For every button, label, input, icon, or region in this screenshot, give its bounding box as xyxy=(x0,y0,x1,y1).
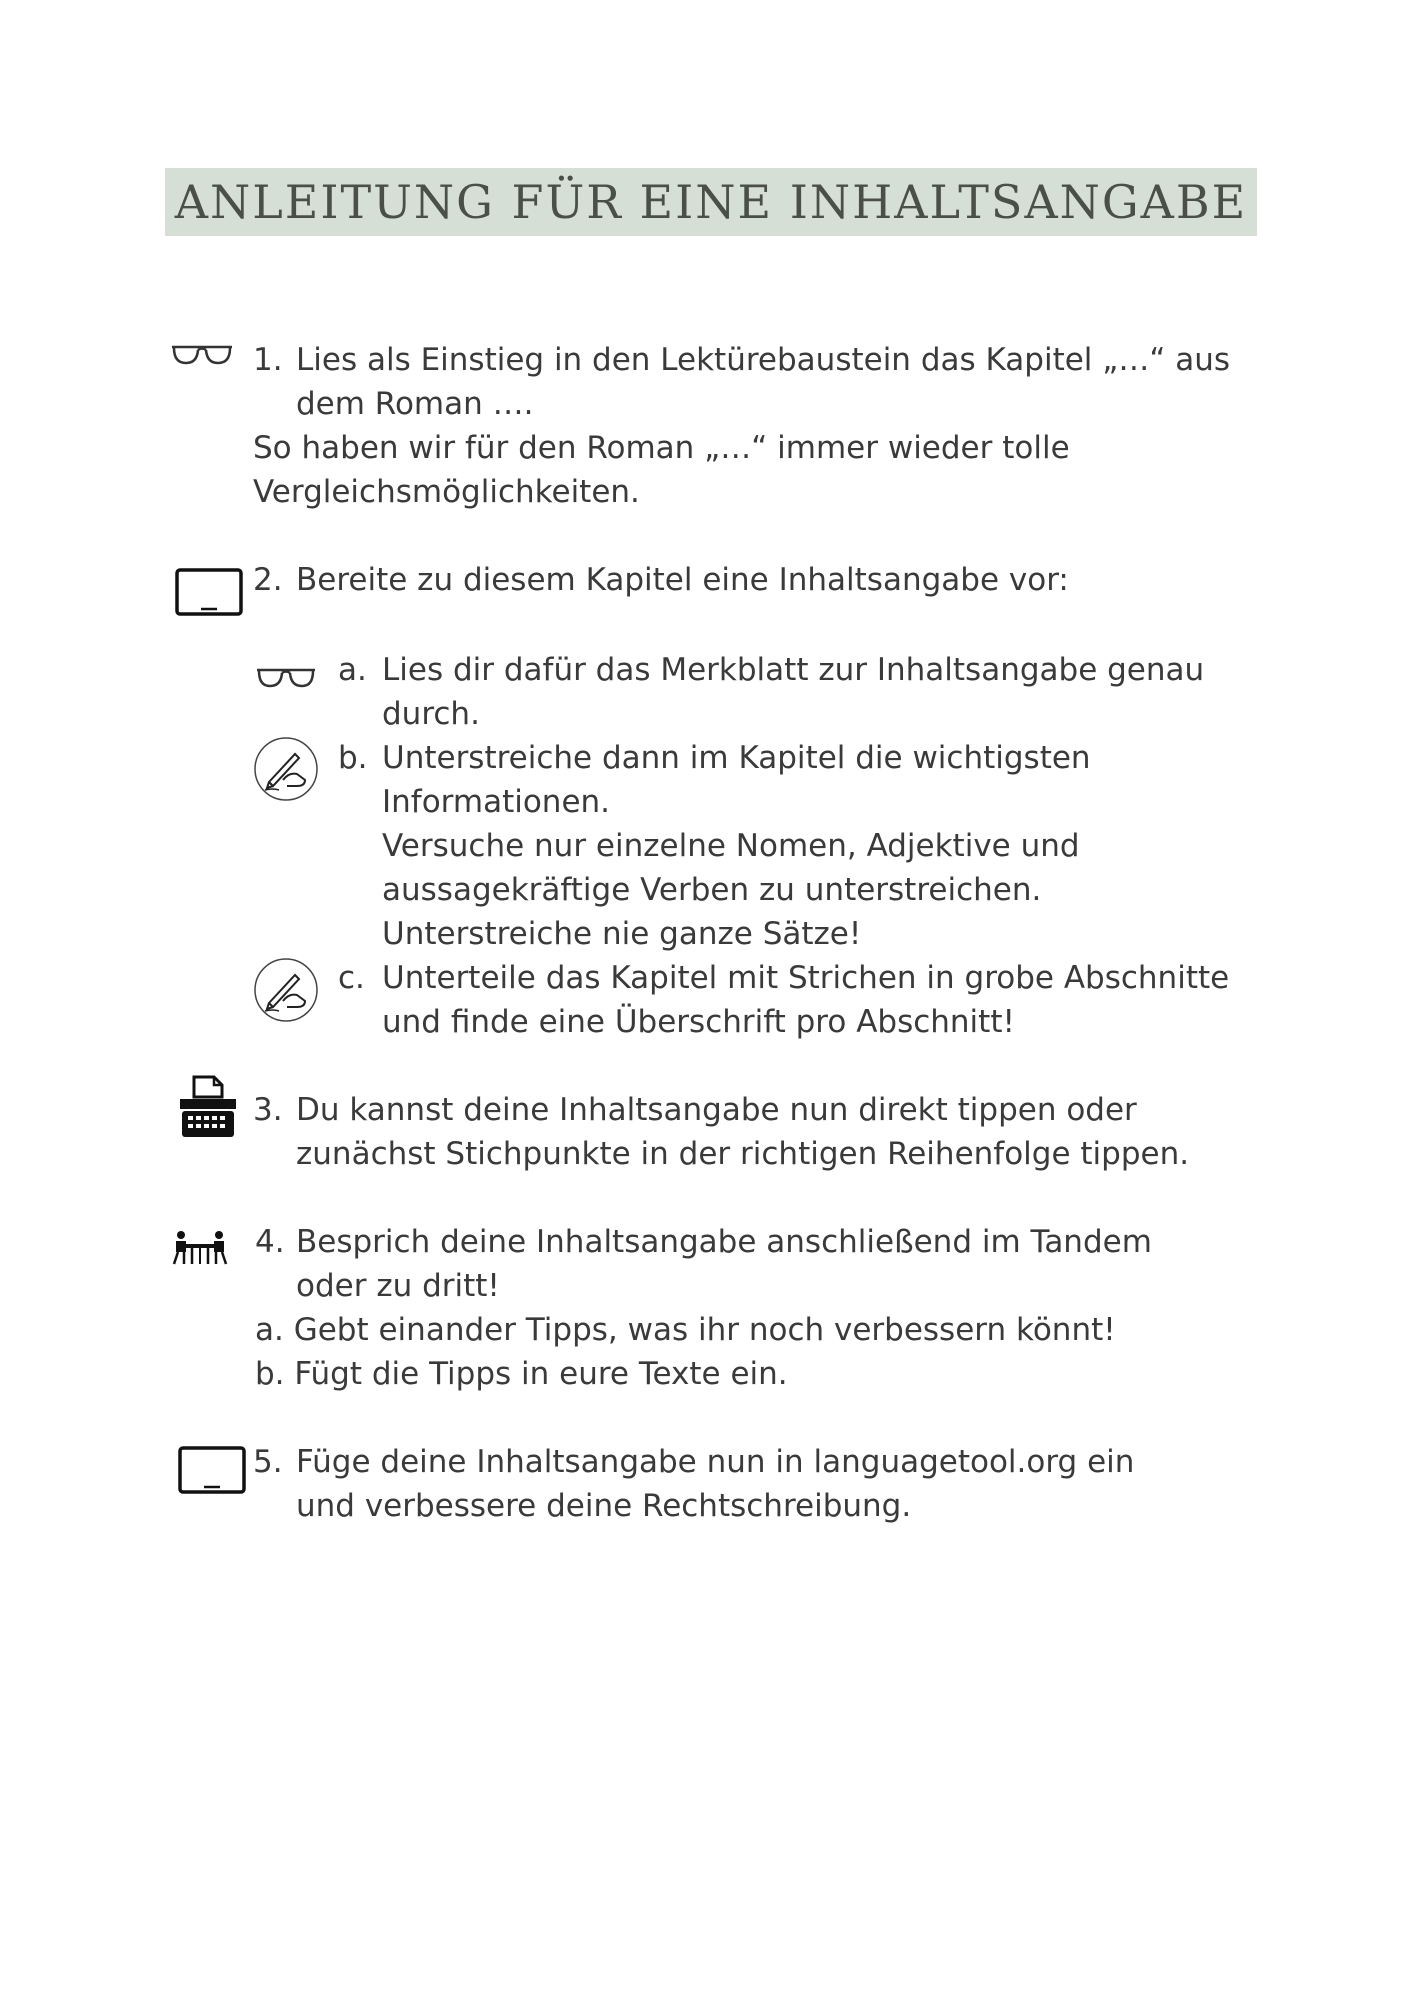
substep-text: Lies dir dafür das Merkblatt zur Inhaltsangabe genau xyxy=(382,652,1205,688)
step-text: und verbessere deine Rechtschreibung. xyxy=(296,1488,912,1524)
step-number: 4. xyxy=(255,1224,285,1260)
step-text: zunächst Stichpunkte in der richtigen Reihenfolge tippen. xyxy=(296,1136,1190,1172)
tablet-icon xyxy=(175,568,243,616)
typewriter-icon xyxy=(178,1075,238,1139)
step-text: Besprich deine Inhaltsangabe anschließend im Tandem xyxy=(296,1224,1152,1260)
tablet-icon xyxy=(178,1446,246,1494)
substep-text: Unterteile das Kapitel mit Strichen in grobe Abschnitte xyxy=(382,960,1230,996)
step-text: oder zu dritt! xyxy=(296,1268,500,1304)
writing-hand-icon xyxy=(253,736,319,802)
step-subline: a. Gebt einander Tipps, was ihr noch verbessern könnt! xyxy=(255,1312,1116,1348)
step-number: 1. xyxy=(253,342,283,378)
substep-text: Versuche nur einzelne Nomen, Adjektive und xyxy=(382,828,1080,864)
step-number: 3. xyxy=(253,1092,283,1128)
writing-hand-icon xyxy=(253,957,319,1023)
glasses-icon xyxy=(170,343,234,369)
substep-text: Unterstreiche dann im Kapitel die wichtigsten xyxy=(382,740,1091,776)
title-banner xyxy=(165,168,1257,236)
step-text: Du kannst deine Inhaltsangabe nun direkt tippen oder xyxy=(296,1092,1137,1128)
step-note: So haben wir für den Roman „…“ immer wieder tolle xyxy=(253,430,1070,466)
step-text: Lies als Einstieg in den Lektürebaustein das Kapitel „…“ aus xyxy=(296,342,1231,378)
substep-letter: a. xyxy=(338,652,367,688)
tandem-table-icon xyxy=(172,1230,228,1266)
substep-text: Unterstreiche nie ganze Sätze! xyxy=(382,916,862,952)
step-number: 2. xyxy=(253,562,283,598)
substep-letter: c. xyxy=(338,960,365,996)
step-text: dem Roman …. xyxy=(296,386,534,422)
substep-letter: b. xyxy=(338,740,368,776)
glasses-icon xyxy=(255,667,317,691)
step-note: Vergleichsmöglichkeiten. xyxy=(253,474,640,510)
substep-text: aussagekräftige Verben zu unterstreichen. xyxy=(382,872,1042,908)
substep-text: durch. xyxy=(382,696,480,732)
step-subline: b. Fügt die Tipps in eure Texte ein. xyxy=(255,1356,788,1392)
substep-text: Informationen. xyxy=(382,784,611,820)
substep-text: und finde eine Überschrift pro Abschnitt! xyxy=(382,1004,1015,1040)
page-title: ANLEITUNG FÜR EINE INHALTSANGABE xyxy=(174,175,1248,229)
step-text: Bereite zu diesem Kapitel eine Inhaltsangabe vor: xyxy=(296,562,1069,598)
step-number: 5. xyxy=(253,1444,283,1480)
step-text: Füge deine Inhaltsangabe nun in languagetool.org ein xyxy=(296,1444,1135,1480)
